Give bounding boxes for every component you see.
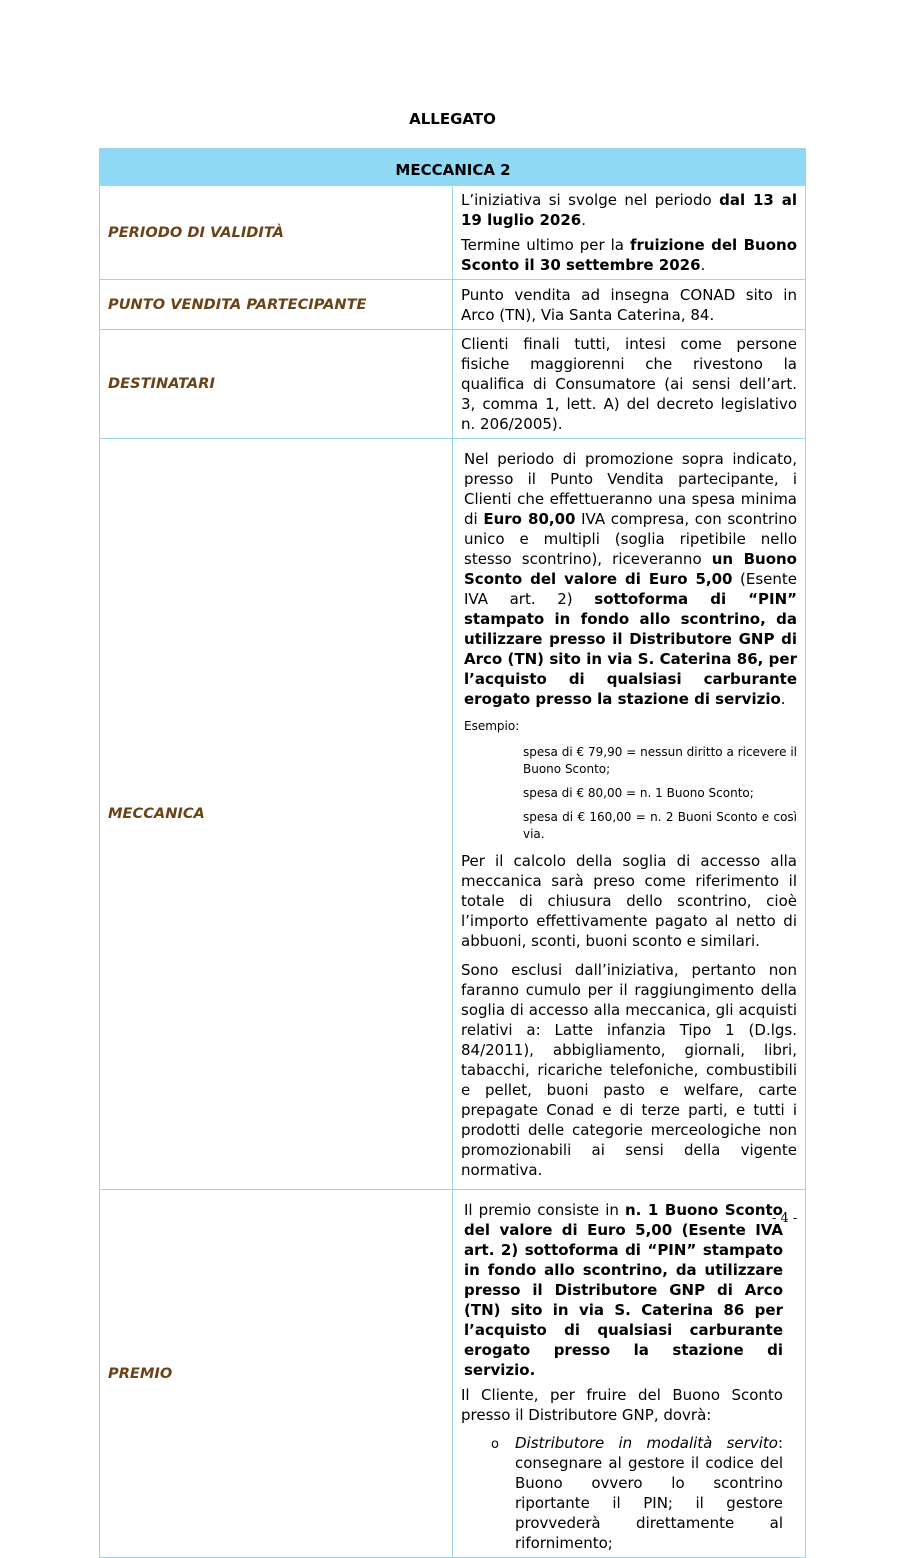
label-meccanica: MECCANICA bbox=[100, 439, 453, 1190]
bold-span: n. 1 Buono Sconto del valore di Euro 5,00 (Esente IVA art. 2) sottoforma di “PIN” stampato in fondo allo scontrino, da utilizzare presso il Distributore GNP di Arco (TN) sito in via S. Caterina 86 per l’acquisto di qualsiasi carburante erogato presso la stazione di servizio. bbox=[464, 1201, 783, 1379]
row-destinatari bbox=[100, 330, 806, 439]
meccanica-paragraph-3: Sono esclusi dall’iniziativa, pertanto non faranno cumulo per il raggiungimento della soglia di accesso alla meccanica, gli acquisti relativi a: Latte infanzia Tipo 1 (D.lgs. 84/2011), abbigliamento, giornali, libri, tabacchi, ricariche telefoniche, combustibili e pellet, buoni pasto e welfare, carte prepagate Conad e di terze parti, e tutti i prodotti delle categorie merceologiche non promozionabili ai sensi della vigente normativa. bbox=[461, 961, 797, 1179]
content-periodo bbox=[453, 186, 806, 280]
periodo-paragraph-1 bbox=[461, 190, 797, 230]
meccanica-paragraph-1 bbox=[464, 449, 797, 709]
text-span: (Esente IVA art. 2) bbox=[464, 570, 797, 608]
label-premio: PREMIO bbox=[100, 1190, 453, 1558]
bold-span: Euro 80,00 bbox=[483, 510, 576, 528]
content-meccanica bbox=[453, 439, 806, 1190]
page-number: - 4 - bbox=[772, 1211, 798, 1226]
example-item: spesa di € 79,90 = nessun diritto a ricevere il Buono Sconto; bbox=[523, 745, 797, 776]
label-periodo: PERIODO DI VALIDITÀ bbox=[100, 186, 453, 280]
bullet-text bbox=[515, 1433, 783, 1553]
periodo-paragraph-2 bbox=[461, 235, 797, 275]
bold-span: fruizione del Buono Sconto il 30 settembre 2026 bbox=[461, 236, 798, 274]
esempio-label: Esempio: bbox=[464, 719, 520, 733]
table-header: MECCANICA 2 bbox=[100, 149, 806, 186]
text-span: Il premio consiste in bbox=[464, 1201, 625, 1219]
example-item: spesa di € 160,00 = n. 2 Buoni Sconto e così via. bbox=[523, 810, 797, 841]
text-span: . bbox=[700, 256, 706, 274]
row-punto-vendita bbox=[100, 280, 806, 330]
content-premio bbox=[453, 1190, 806, 1558]
text-span: L’iniziativa si svolge nel periodo bbox=[461, 191, 720, 209]
text-span: Nel periodo di promozione sopra indicato, presso il Punto Vendita partecipante, i Clienti che effettueranno una spesa minima di bbox=[464, 450, 797, 528]
premio-bullet-item bbox=[491, 1433, 783, 1553]
content-destinatari: Clienti finali tutti, intesi come persone fisiche maggiorenni che rivestono la qualifica di Consumatore (ai sensi dell’art. 3, comma 1, lett. A) del decreto legislativo n. 206/2005). bbox=[453, 330, 806, 439]
meccanica-paragraph-2: Per il calcolo della soglia di accesso alla meccanica sarà preso come riferimento il totale di chiusura dello scontrino, cioè l’importo effettivamente pagato al netto di abbuoni, sconti, buoni sconto e similari. bbox=[461, 852, 797, 950]
text-span: Termine ultimo per la bbox=[461, 236, 630, 254]
premio-paragraph-1 bbox=[464, 1200, 783, 1380]
document-title: ALLEGATO bbox=[409, 110, 496, 128]
row-premio bbox=[100, 1190, 806, 1558]
bullet-circle-icon: o bbox=[491, 1437, 499, 1452]
text-span: IVA compresa, con scontrino unico e multipli (soglia ripetibile nello stesso scontrino), riceveranno bbox=[464, 510, 797, 568]
row-meccanica bbox=[100, 439, 806, 1190]
bold-span: dal 13 al 19 luglio 2026 bbox=[461, 191, 797, 229]
row-periodo bbox=[100, 186, 806, 280]
conditions-table bbox=[99, 148, 806, 1558]
bold-span: sottoforma di “PIN” stampato in fondo allo scontrino, da utilizzare presso il Distributore GNP di Arco (TN) sito in via S. Caterina 86, per l’acquisto di qualsiasi carburante erogato presso la stazione di servizio bbox=[464, 590, 798, 708]
italic-span: Distributore in modalità servito bbox=[515, 1434, 778, 1452]
premio-paragraph-2: Il Cliente, per fruire del Buono Sconto presso il Distributore GNP, dovrà: bbox=[461, 1386, 783, 1424]
text-span: : consegnare al gestore il codice del Buono ovvero lo scontrino riportante il PIN; il gestore provvederà direttamente al rifornimento; bbox=[515, 1434, 783, 1552]
content-punto-vendita: Punto vendita ad insegna CONAD sito in Arco (TN), Via Santa Caterina, 84. bbox=[453, 280, 806, 330]
label-destinatari: DESTINATARI bbox=[100, 330, 453, 439]
text-span: . bbox=[780, 690, 786, 708]
example-item: spesa di € 80,00 = n. 1 Buono Sconto; bbox=[523, 786, 754, 800]
bold-span: un Buono Sconto del valore di Euro 5,00 bbox=[464, 550, 797, 588]
text-span: . bbox=[581, 211, 586, 229]
table-header-row bbox=[100, 149, 806, 186]
label-punto-vendita: PUNTO VENDITA PARTECIPANTE bbox=[100, 280, 453, 330]
